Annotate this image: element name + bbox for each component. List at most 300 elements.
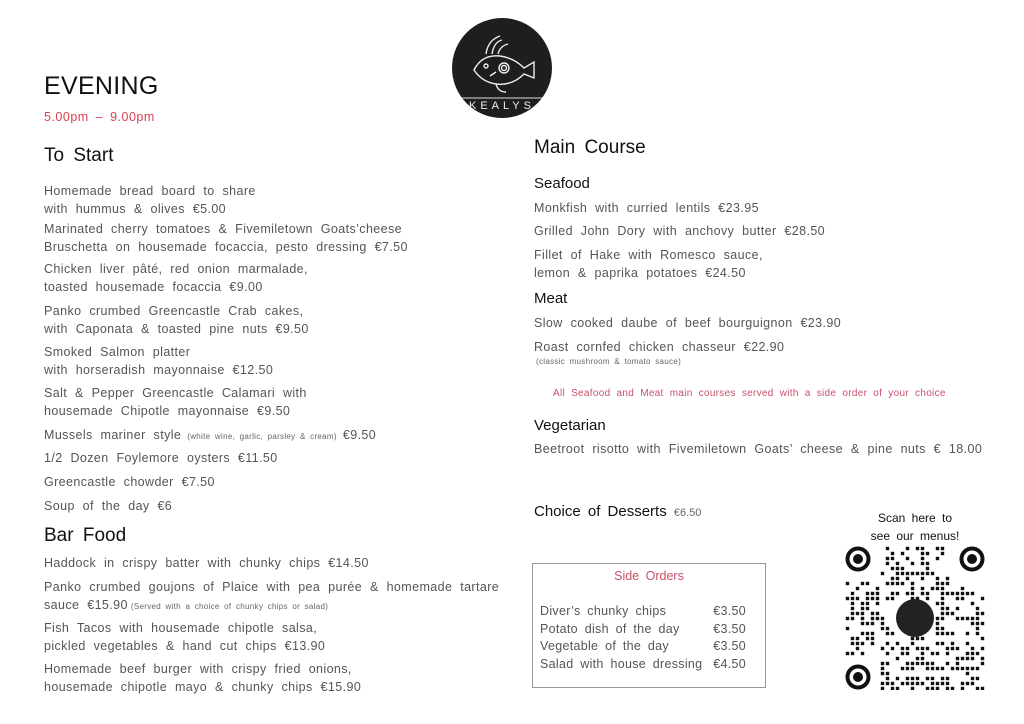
qr-module bbox=[936, 652, 939, 655]
qr-module bbox=[911, 677, 914, 680]
menu-item-line: Chicken liver pâté, red onion marmalade, bbox=[44, 262, 308, 276]
qr-module bbox=[911, 667, 914, 670]
qr-module bbox=[901, 567, 904, 570]
qr-module bbox=[881, 627, 884, 630]
qr-module bbox=[946, 652, 949, 655]
qr-module bbox=[921, 637, 924, 640]
qr-module bbox=[941, 587, 944, 590]
qr-module bbox=[851, 602, 854, 605]
qr-module bbox=[866, 602, 869, 605]
qr-module bbox=[956, 667, 959, 670]
qr-module bbox=[951, 667, 954, 670]
qr-module bbox=[911, 572, 914, 575]
qr-module bbox=[941, 677, 944, 680]
menu-item bbox=[44, 182, 256, 218]
qr-module bbox=[886, 582, 889, 585]
qr-module bbox=[876, 602, 879, 605]
qr-module bbox=[851, 607, 854, 610]
qr-module bbox=[881, 682, 884, 685]
qr-module bbox=[901, 667, 904, 670]
qr-center-logo-icon bbox=[896, 599, 934, 637]
qr-module bbox=[851, 642, 854, 645]
qr-module bbox=[861, 617, 864, 620]
qr-module bbox=[941, 632, 944, 635]
subsection-vegetarian: Vegetarian bbox=[534, 417, 606, 434]
qr-module bbox=[936, 682, 939, 685]
qr-module bbox=[946, 647, 949, 650]
page-title: EVENING bbox=[44, 72, 159, 100]
qr-module bbox=[941, 667, 944, 670]
qr-module bbox=[926, 552, 929, 555]
qr-module bbox=[946, 687, 949, 690]
qr-module bbox=[951, 592, 954, 595]
menu-item bbox=[44, 220, 408, 256]
qr-module bbox=[851, 597, 854, 600]
menu-item-line: Haddock in crispy batter with chunky chips €14.50 bbox=[44, 556, 369, 570]
side-orders-box bbox=[532, 563, 766, 688]
qr-module bbox=[931, 682, 934, 685]
qr-module bbox=[921, 557, 924, 560]
qr-module bbox=[921, 682, 924, 685]
qr-module bbox=[911, 687, 914, 690]
qr-module bbox=[871, 597, 874, 600]
qr-module bbox=[966, 657, 969, 660]
menu-qr-code[interactable] bbox=[845, 546, 985, 690]
qr-module bbox=[906, 652, 909, 655]
qr-module bbox=[976, 677, 979, 680]
qr-module bbox=[896, 562, 899, 565]
qr-module bbox=[921, 572, 924, 575]
qr-module bbox=[876, 587, 879, 590]
qr-module bbox=[856, 612, 859, 615]
qr-module bbox=[896, 687, 899, 690]
qr-module bbox=[946, 632, 949, 635]
mussels-price: €9.50 bbox=[342, 428, 377, 442]
qr-module bbox=[846, 597, 849, 600]
qr-module bbox=[891, 632, 894, 635]
qr-module bbox=[871, 617, 874, 620]
qr-caption bbox=[845, 509, 985, 545]
menu-item bbox=[534, 199, 759, 217]
qr-module bbox=[871, 592, 874, 595]
qr-module bbox=[926, 572, 929, 575]
qr-module bbox=[921, 652, 924, 655]
qr-module bbox=[936, 577, 939, 580]
qr-module bbox=[851, 592, 854, 595]
qr-module bbox=[851, 652, 854, 655]
qr-module bbox=[971, 647, 974, 650]
qr-caption-line2: see our menus! bbox=[870, 529, 960, 543]
qr-module bbox=[911, 587, 914, 590]
menu-item-line bbox=[44, 596, 499, 616]
qr-module bbox=[976, 687, 979, 690]
qr-module bbox=[901, 652, 904, 655]
qr-module bbox=[976, 612, 979, 615]
qr-module bbox=[931, 687, 934, 690]
qr-module bbox=[901, 682, 904, 685]
qr-module bbox=[906, 592, 909, 595]
qr-module bbox=[891, 582, 894, 585]
menu-item-line: Beetroot risotto with Fivemiletown Goats’ cheese & pine nuts € 18.00 bbox=[534, 442, 983, 456]
side-orders-title: Side Orders bbox=[614, 569, 684, 583]
qr-module bbox=[901, 552, 904, 555]
qr-module bbox=[946, 582, 949, 585]
qr-module bbox=[846, 617, 849, 620]
qr-module bbox=[966, 642, 969, 645]
menu-item-line: Homemade beef burger with crispy fried onions, bbox=[44, 662, 352, 676]
qr-module bbox=[936, 587, 939, 590]
qr-module bbox=[976, 632, 979, 635]
qr-module bbox=[931, 572, 934, 575]
qr-module bbox=[876, 617, 879, 620]
qr-module bbox=[921, 547, 924, 550]
qr-module bbox=[971, 652, 974, 655]
qr-module bbox=[891, 567, 894, 570]
qr-module bbox=[851, 637, 854, 640]
qr-module bbox=[951, 647, 954, 650]
qr-module bbox=[926, 687, 929, 690]
qr-module bbox=[956, 617, 959, 620]
qr-module bbox=[856, 647, 859, 650]
qr-module bbox=[861, 632, 864, 635]
menu-item bbox=[44, 660, 361, 696]
qr-module bbox=[926, 592, 929, 595]
qr-module bbox=[906, 572, 909, 575]
subsection-seafood: Seafood bbox=[534, 175, 590, 192]
qr-module bbox=[981, 597, 984, 600]
qr-module bbox=[926, 597, 929, 600]
qr-module bbox=[891, 592, 894, 595]
qr-module bbox=[961, 592, 964, 595]
qr-module bbox=[866, 607, 869, 610]
qr-module bbox=[981, 647, 984, 650]
qr-module bbox=[966, 652, 969, 655]
qr-module bbox=[936, 602, 939, 605]
qr-module bbox=[981, 687, 984, 690]
qr-module bbox=[896, 592, 899, 595]
menu-item-line: Greencastle chowder €7.50 bbox=[44, 475, 215, 489]
qr-module bbox=[886, 672, 889, 675]
qr-module bbox=[936, 582, 939, 585]
menu-item-line: with hummus & olives €5.00 bbox=[44, 202, 227, 216]
side-order-item bbox=[540, 603, 746, 621]
qr-module bbox=[971, 602, 974, 605]
qr-module bbox=[911, 642, 914, 645]
qr-module bbox=[861, 652, 864, 655]
qr-module bbox=[961, 587, 964, 590]
qr-module bbox=[891, 687, 894, 690]
qr-module bbox=[926, 667, 929, 670]
kealys-logo bbox=[452, 18, 552, 118]
qr-module bbox=[871, 642, 874, 645]
menu-item-line: Salt & Pepper Greencastle Calamari with bbox=[44, 386, 307, 400]
menu-item-line: Slow cooked daube of beef bourguignon €23.90 bbox=[534, 316, 842, 330]
qr-module bbox=[886, 662, 889, 665]
qr-module bbox=[951, 612, 954, 615]
qr-module bbox=[941, 602, 944, 605]
qr-module bbox=[886, 677, 889, 680]
menu-item-line: Marinated cherry tomatoes & Fivemiletown Goats’cheese bbox=[44, 222, 403, 236]
qr-module bbox=[931, 662, 934, 665]
qr-module bbox=[961, 657, 964, 660]
qr-module bbox=[946, 677, 949, 680]
qr-module bbox=[886, 557, 889, 560]
qr-module bbox=[956, 657, 959, 660]
qr-module bbox=[921, 647, 924, 650]
qr-module bbox=[846, 582, 849, 585]
qr-module bbox=[971, 667, 974, 670]
qr-module bbox=[926, 562, 929, 565]
menu-item bbox=[534, 440, 982, 458]
qr-module bbox=[921, 662, 924, 665]
menu-item bbox=[534, 246, 763, 282]
desserts-title bbox=[534, 503, 701, 520]
qr-module bbox=[941, 597, 944, 600]
qr-module bbox=[956, 607, 959, 610]
qr-module bbox=[896, 677, 899, 680]
menu-item-line: Panko crumbed goujons of Plaice with pea purée & homemade tartare bbox=[44, 580, 500, 594]
menu-item bbox=[534, 338, 784, 356]
qr-module bbox=[866, 632, 869, 635]
menu-item-line: Bruschetta on housemade focaccia, pesto dressing €7.50 bbox=[44, 240, 408, 254]
qr-module bbox=[961, 597, 964, 600]
qr-module bbox=[926, 662, 929, 665]
qr-module bbox=[926, 647, 929, 650]
qr-module bbox=[886, 642, 889, 645]
qr-module bbox=[881, 622, 884, 625]
menu-item bbox=[44, 578, 499, 616]
qr-module bbox=[981, 662, 984, 665]
qr-module bbox=[946, 592, 949, 595]
menu-item bbox=[534, 222, 825, 240]
qr-module bbox=[906, 667, 909, 670]
qr-module bbox=[971, 657, 974, 660]
qr-module bbox=[976, 622, 979, 625]
qr-module bbox=[921, 587, 924, 590]
qr-module bbox=[916, 647, 919, 650]
qr-module bbox=[861, 612, 864, 615]
qr-module bbox=[966, 672, 969, 675]
qr-module bbox=[936, 642, 939, 645]
qr-module bbox=[896, 577, 899, 580]
side-order-name: Diver’s chunky chips bbox=[540, 604, 667, 618]
qr-module bbox=[966, 617, 969, 620]
qr-module bbox=[956, 597, 959, 600]
qr-module bbox=[941, 682, 944, 685]
qr-module bbox=[896, 572, 899, 575]
menu-item-line: toasted housemade focaccia €9.00 bbox=[44, 280, 263, 294]
qr-module bbox=[961, 687, 964, 690]
qr-module bbox=[891, 577, 894, 580]
menu-item-line: with horseradish mayonnaise €12.50 bbox=[44, 363, 274, 377]
section-bar-food: Bar Food bbox=[44, 525, 127, 546]
menu-item-line: with Caponata & toasted pine nuts €9.50 bbox=[44, 322, 309, 336]
qr-module bbox=[966, 667, 969, 670]
qr-module bbox=[976, 617, 979, 620]
side-order-notice: All Seafood and Meat main courses served with a side order of your choice bbox=[553, 388, 946, 399]
qr-module bbox=[886, 597, 889, 600]
qr-module bbox=[961, 667, 964, 670]
menu-item-line: lemon & paprika potatoes €24.50 bbox=[534, 266, 746, 280]
qr-module bbox=[966, 592, 969, 595]
menu-item bbox=[44, 343, 273, 379]
menu-item-line: Grilled John Dory with anchovy butter €28.50 bbox=[534, 224, 826, 238]
qr-module bbox=[891, 552, 894, 555]
qr-module bbox=[886, 652, 889, 655]
qr-module bbox=[856, 642, 859, 645]
qr-module bbox=[876, 592, 879, 595]
qr-module bbox=[861, 582, 864, 585]
menu-item bbox=[534, 314, 841, 332]
chicken-note: (classic mushroom & tomato sauce) bbox=[536, 357, 682, 366]
qr-module bbox=[896, 567, 899, 570]
qr-module bbox=[936, 632, 939, 635]
qr-module bbox=[956, 647, 959, 650]
qr-module bbox=[906, 677, 909, 680]
qr-module bbox=[866, 597, 869, 600]
qr-module bbox=[936, 687, 939, 690]
qr-module bbox=[981, 657, 984, 660]
qr-module bbox=[936, 627, 939, 630]
menu-item bbox=[44, 302, 309, 338]
qr-module bbox=[941, 582, 944, 585]
qr-module bbox=[946, 662, 949, 665]
qr-module bbox=[941, 607, 944, 610]
subsection-meat: Meat bbox=[534, 290, 568, 307]
qr-module bbox=[906, 682, 909, 685]
qr-module bbox=[966, 632, 969, 635]
qr-module bbox=[961, 682, 964, 685]
qr-module bbox=[921, 562, 924, 565]
side-order-price: €3.50 bbox=[713, 604, 746, 618]
qr-module bbox=[886, 547, 889, 550]
qr-module bbox=[911, 682, 914, 685]
opening-hours: 5.00pm – 9.00pm bbox=[44, 110, 155, 124]
qr-module bbox=[911, 592, 914, 595]
side-order-name: Potato dish of the day bbox=[540, 621, 680, 636]
qr-module bbox=[951, 632, 954, 635]
qr-module bbox=[846, 627, 849, 630]
menu-item-line: housemade Chipotle mayonnaise €9.50 bbox=[44, 404, 291, 418]
qr-module bbox=[966, 682, 969, 685]
qr-module bbox=[861, 607, 864, 610]
menu-item bbox=[44, 473, 215, 491]
qr-module bbox=[911, 582, 914, 585]
qr-module bbox=[881, 672, 884, 675]
qr-module bbox=[951, 642, 954, 645]
qr-module bbox=[971, 622, 974, 625]
qr-module bbox=[946, 577, 949, 580]
qr-module bbox=[866, 637, 869, 640]
menu-item-line: Monkfish with curried lentils €23.95 bbox=[534, 201, 759, 215]
qr-module bbox=[936, 622, 939, 625]
section-main-course: Main Course bbox=[534, 137, 646, 158]
qr-module bbox=[936, 557, 939, 560]
qr-module bbox=[881, 687, 884, 690]
qr-module bbox=[931, 587, 934, 590]
menu-item-line: pickled vegetables & hand cut chips €13.90 bbox=[44, 639, 326, 653]
qr-module bbox=[961, 617, 964, 620]
qr-module bbox=[896, 657, 899, 660]
qr-module bbox=[881, 667, 884, 670]
qr-module bbox=[941, 552, 944, 555]
qr-module bbox=[941, 617, 944, 620]
plaice-price-line: sauce €15.90 bbox=[44, 598, 128, 612]
side-order-item bbox=[540, 621, 746, 639]
qr-module bbox=[851, 612, 854, 615]
qr-module bbox=[931, 667, 934, 670]
qr-module bbox=[976, 667, 979, 670]
qr-module bbox=[916, 662, 919, 665]
qr-module bbox=[891, 682, 894, 685]
qr-module bbox=[861, 642, 864, 645]
qr-module bbox=[886, 627, 889, 630]
qr-module bbox=[876, 612, 879, 615]
qr-module bbox=[906, 647, 909, 650]
qr-module bbox=[941, 592, 944, 595]
qr-module bbox=[911, 637, 914, 640]
qr-module bbox=[866, 592, 869, 595]
qr-module bbox=[921, 592, 924, 595]
side-order-name: Salad with house dressing bbox=[540, 656, 703, 671]
menu-item-line: Smoked Salmon platter bbox=[44, 345, 191, 359]
qr-module bbox=[851, 617, 854, 620]
qr-module bbox=[911, 662, 914, 665]
qr-module bbox=[916, 547, 919, 550]
side-order-price: €3.50 bbox=[713, 639, 746, 654]
qr-module bbox=[881, 647, 884, 650]
qr-module bbox=[856, 587, 859, 590]
qr-module bbox=[916, 657, 919, 660]
qr-module bbox=[936, 547, 939, 550]
menu-item-line: Homemade bread board to share bbox=[44, 184, 256, 198]
qr-module bbox=[976, 652, 979, 655]
qr-module bbox=[926, 567, 929, 570]
qr-module bbox=[916, 682, 919, 685]
menu-item-line: Fish Tacos with housemade chipotle salsa, bbox=[44, 621, 318, 635]
qr-module bbox=[906, 577, 909, 580]
qr-module bbox=[916, 572, 919, 575]
qr-module bbox=[946, 612, 949, 615]
qr-module bbox=[946, 682, 949, 685]
logo-wordmark: KEALYS bbox=[469, 100, 535, 112]
qr-module bbox=[896, 582, 899, 585]
side-order-name: Vegetable of the day bbox=[540, 639, 669, 654]
qr-module bbox=[941, 642, 944, 645]
menu-item bbox=[44, 619, 325, 655]
menu-item bbox=[44, 260, 308, 296]
side-order-item bbox=[540, 656, 746, 674]
menu-item-line: Soup of the day €6 bbox=[44, 499, 173, 513]
qr-module bbox=[891, 597, 894, 600]
menu-item-line: Roast cornfed chicken chasseur €22.90 bbox=[534, 340, 785, 354]
menu-item-line: Mussels mariner style bbox=[44, 428, 182, 442]
qr-module bbox=[866, 582, 869, 585]
qr-module bbox=[926, 677, 929, 680]
qr-module bbox=[871, 632, 874, 635]
qr-module bbox=[916, 637, 919, 640]
qr-module bbox=[891, 557, 894, 560]
qr-module bbox=[871, 612, 874, 615]
qr-module bbox=[881, 572, 884, 575]
menu-item bbox=[44, 449, 278, 467]
menu-item bbox=[44, 497, 172, 515]
qr-module bbox=[971, 677, 974, 680]
qr-module bbox=[901, 647, 904, 650]
qr-module bbox=[846, 652, 849, 655]
qr-caption-line1: Scan here to bbox=[877, 511, 953, 525]
qr-module bbox=[901, 582, 904, 585]
